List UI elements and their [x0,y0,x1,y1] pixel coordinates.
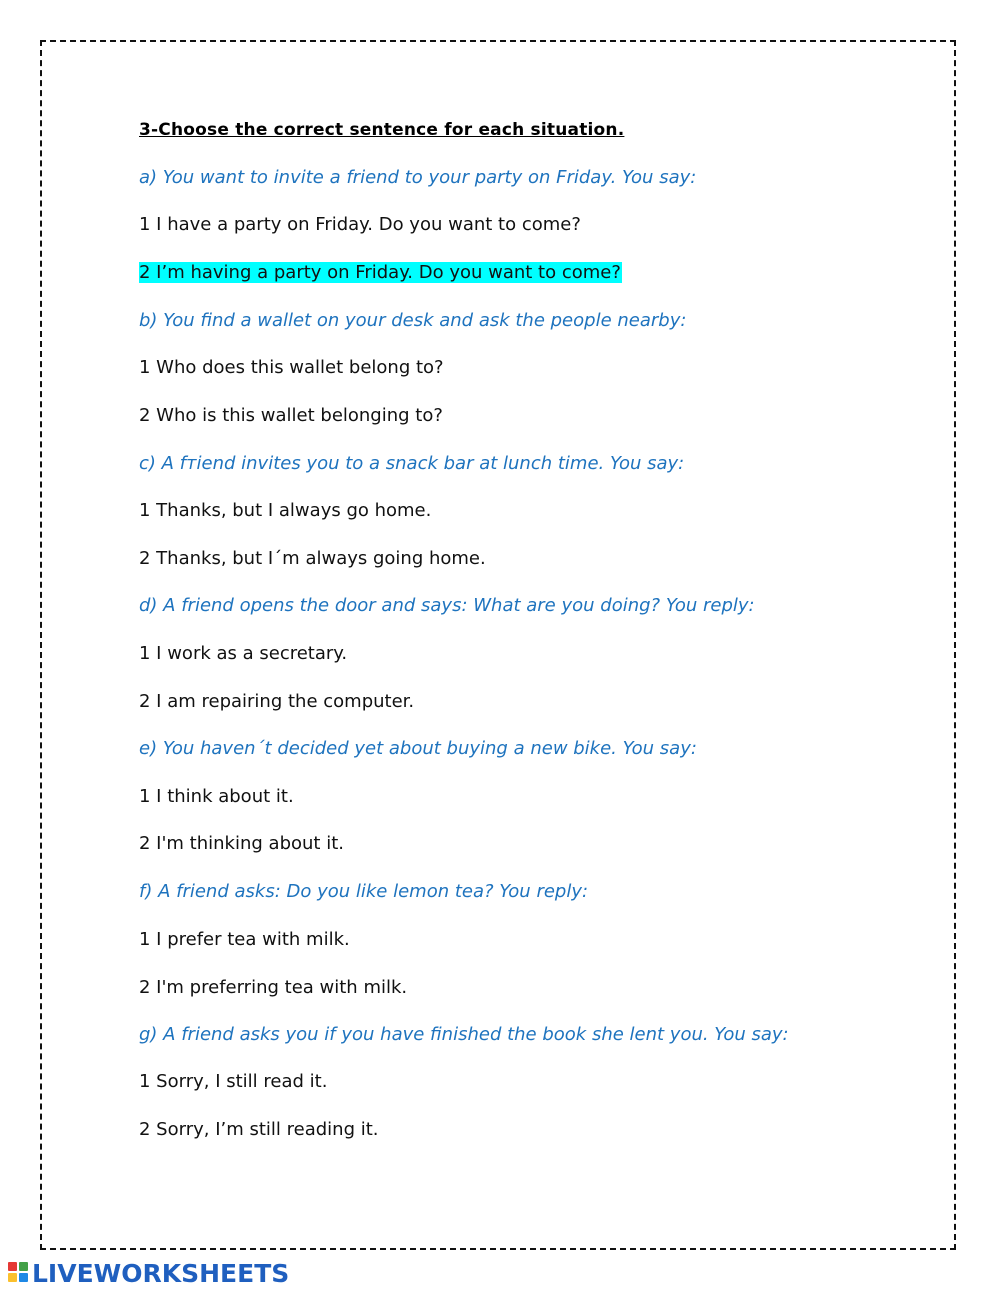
option-a-2-selected[interactable] [139,260,622,286]
option-g-2[interactable]: 2 Sorry, I’m still reading it. [139,1119,379,1140]
option-d-2[interactable]: 2 I am repairing the computer. [139,691,415,712]
option-b-2[interactable]: 2 Who is this wallet belonging to? [139,405,443,426]
option-c-1[interactable]: 1 Thanks, but I always go home. [139,500,432,521]
question-f: f) A friend asks: Do you like lemon tea? You reply: [139,881,589,902]
liveworksheets-logo [8,1259,289,1287]
option-e-1[interactable]: 1 I think about it. [139,786,294,807]
option-f-2[interactable]: 2 I'm preferring tea with milk. [139,977,408,998]
question-e: e) You haven´t decided yet about buying a new bike. You say: [139,738,697,759]
liveworksheets-logo-text: LIVEWORKSHEETS [32,1258,290,1288]
option-b-1[interactable]: 1 Who does this wallet belong to? [139,357,444,378]
option-c-2[interactable]: 2 Thanks, but I´m always going home. [139,548,486,569]
question-g: g) A friend asks you if you have finished the book she lent you. You say: [139,1024,789,1045]
option-g-1[interactable]: 1 Sorry, I still read it. [139,1071,328,1092]
selected-answer-highlight: 2 I’m having a party on Friday. Do you want to come? [139,262,621,283]
option-e-2[interactable]: 2 I'm thinking about it. [139,833,344,854]
exercise-title: 3-Choose the correct sentence for each situation. [139,120,625,140]
question-a: a) You want to invite a friend to your party on Friday. You say: [139,167,697,188]
option-d-1[interactable]: 1 I work as a secretary. [139,643,348,664]
liveworksheets-logo-icon [8,1262,30,1284]
option-a-1[interactable]: 1 I have a party on Friday. Do you want to come? [139,214,581,235]
question-c: c) A fтiend invites you to a snack bar at lunch time. You say: [139,453,685,474]
option-f-1[interactable]: 1 I prefer tea with milk. [139,929,350,950]
question-b: b) You find a wallet on your desk and ask the people nearby: [139,310,687,331]
question-d: d) A friend opens the door and says: What are you doing? You reply: [139,595,755,616]
